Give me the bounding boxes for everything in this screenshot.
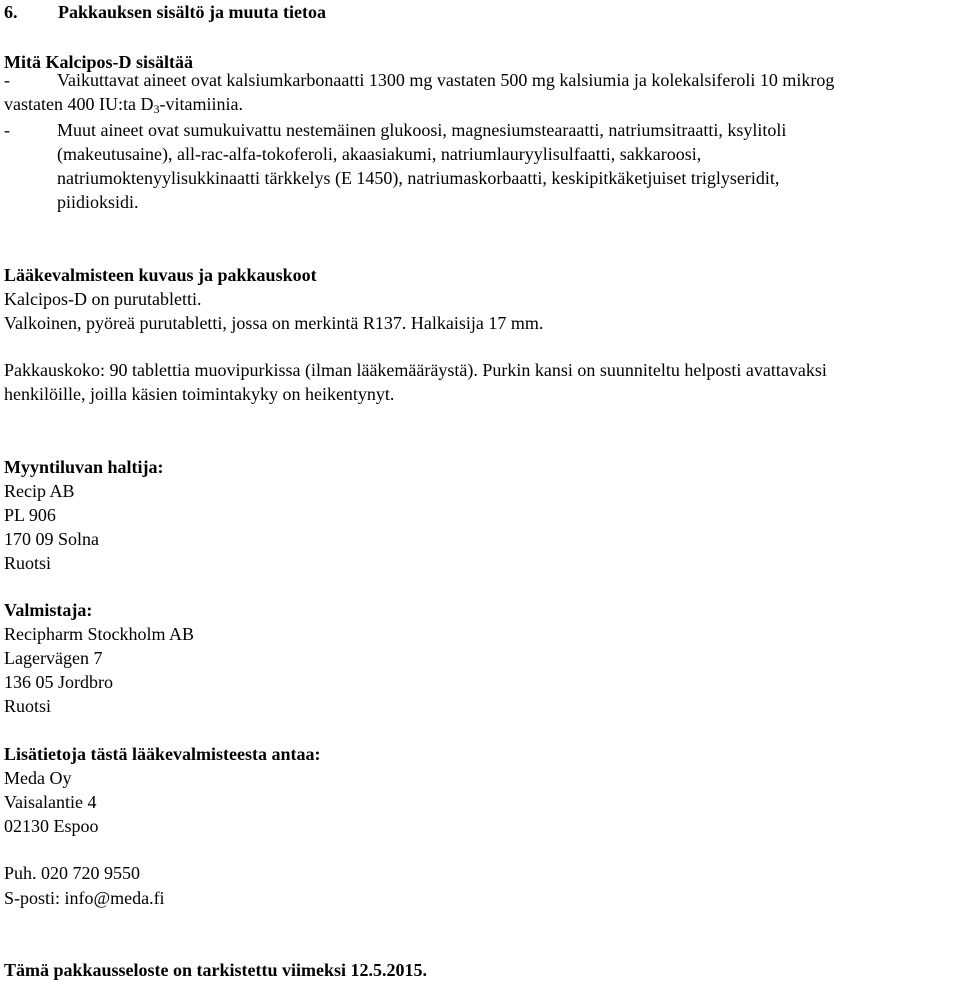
description-line-2: Valkoinen, pyöreä purutabletti, jossa on merkintä R137. Halkaisija 17 mm.	[4, 313, 544, 333]
info-phone: Puh. 020 720 9550	[4, 863, 141, 883]
list-dash: -	[4, 70, 10, 90]
pack-size-line-2: henkilöille, joilla käsien toimintakyky on heikentynyt.	[4, 384, 395, 404]
contents-heading: Mitä Kalcipos-D sisältää	[4, 52, 193, 72]
manufacturer-country: Ruotsi	[4, 696, 52, 716]
holder-po-box: PL 906	[4, 505, 56, 525]
section-number: 6.	[4, 2, 18, 22]
other-line-1: Muut aineet ovat sumukuivattu nestemäinen glukoosi, magnesiumstearaatti, natriumsitraatti, ksylitoli	[57, 120, 787, 140]
manufacturer-street: Lagervägen 7	[4, 648, 103, 668]
active-line-2-suffix: -vitamiinia.	[159, 94, 243, 114]
other-ingredients-text	[57, 118, 957, 214]
info-company: Meda Oy	[4, 768, 72, 788]
other-line-4: piidioksidi.	[57, 192, 139, 212]
manufacturer-postal: 136 05 Jordbro	[4, 672, 113, 692]
active-line-1: Vaikuttavat aineet ovat kalsiumkarbonaatti 1300 mg vastaten 500 mg kalsiumia ja kolekalsiferoli 10 mikrog	[57, 70, 835, 90]
list-dash: -	[4, 120, 10, 140]
vitamin-subscript: 3	[153, 102, 160, 116]
revision-date: Tämä pakkausseloste on tarkistettu viimeksi 12.5.2015.	[4, 960, 428, 980]
section-title: Pakkauksen sisältö ja muuta tietoa	[58, 2, 327, 22]
info-email: S-posti: info@meda.fi	[4, 888, 165, 908]
holder-country: Ruotsi	[4, 553, 52, 573]
active-line-2	[4, 92, 243, 116]
active-ingredients-text	[57, 68, 957, 92]
active-line-2-text: vastaten 400 IU:ta D	[4, 94, 154, 114]
manufacturer-heading: Valmistaja:	[4, 600, 93, 620]
description-line-1: Kalcipos-D on purutabletti.	[4, 289, 202, 309]
info-postal: 02130 Espoo	[4, 816, 99, 836]
section-heading	[4, 0, 327, 24]
other-line-2: (makeutusaine), all-rac-alfa-tokoferoli, akaasiakumi, natriumlauryylisulfaatti, sakkaroosi,	[57, 144, 702, 164]
info-street: Vaisalantie 4	[4, 792, 97, 812]
description-heading: Lääkevalmisteen kuvaus ja pakkauskoot	[4, 265, 317, 285]
holder-heading: Myyntiluvan haltija:	[4, 457, 164, 477]
pack-size-line-1: Pakkauskoko: 90 tablettia muovipurkissa (ilman lääkemääräystä). Purkin kansi on suunniteltu helposti avattavaksi	[4, 360, 827, 380]
holder-name: Recip AB	[4, 481, 75, 501]
manufacturer-name: Recipharm Stockholm AB	[4, 624, 194, 644]
other-line-3: natriumoktenyylisukkinaatti tärkkelys (E 1450), natriumaskorbaatti, keskipitkäketjuiset triglyseridit,	[57, 168, 780, 188]
info-heading: Lisätietoja tästä lääkevalmisteesta antaa:	[4, 744, 321, 764]
holder-postal: 170 09 Solna	[4, 529, 100, 549]
